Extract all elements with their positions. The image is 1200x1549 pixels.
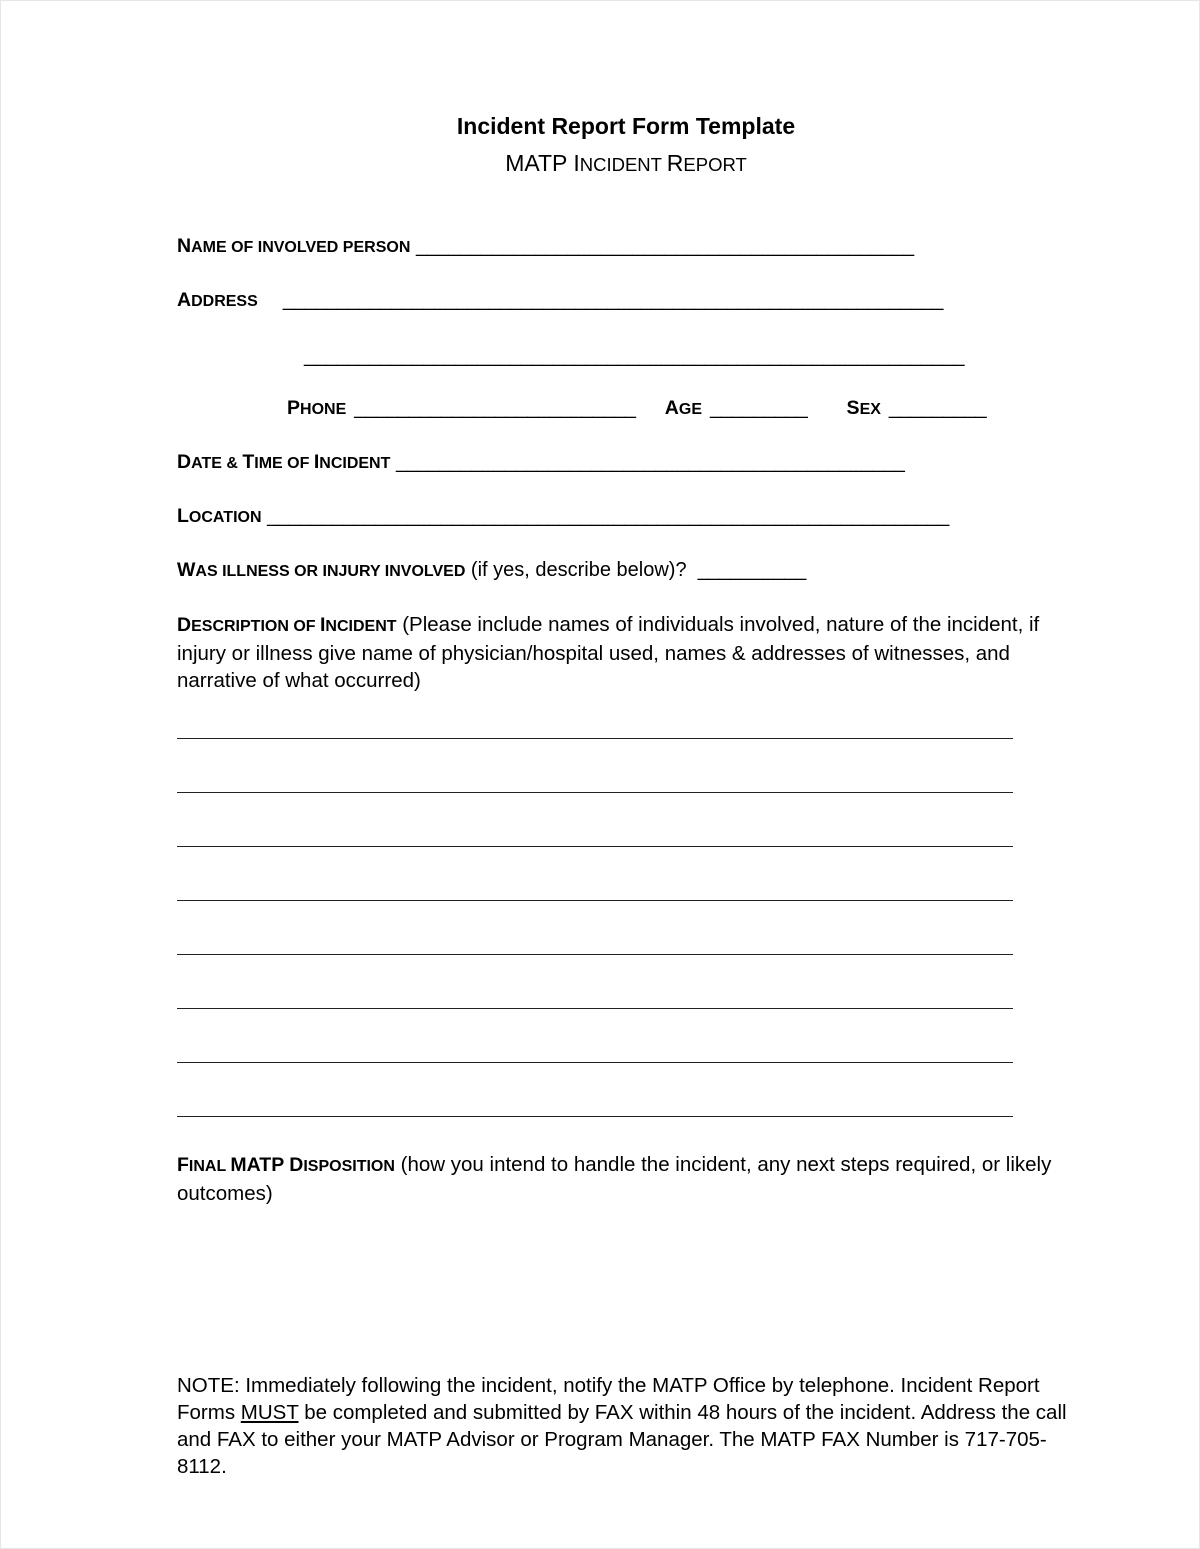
- age-field-blank[interactable]: _________: [710, 397, 808, 419]
- form-title: Incident Report Form Template: [456, 113, 796, 139]
- address-field-blank-2[interactable]: _____________________________________________________________: [304, 345, 965, 367]
- name-field-blank[interactable]: ______________________________________________: [415, 235, 914, 257]
- description-blank-line[interactable]: [177, 738, 1013, 739]
- name-field-row: [177, 233, 914, 261]
- datetime-field-row: [177, 449, 905, 477]
- illness-field-blank[interactable]: __________: [697, 559, 806, 581]
- address-field-row: [177, 287, 943, 315]
- description-instructions: (Please include names of individuals involved, nature of the incident, if injury or illness give name of physician/hospital used, names & addresses of witnesses, and narrative of what occurred): [177, 613, 1040, 692]
- disposition-instructions: (how you intend to handle the incident, any next steps required, or likely outcomes): [177, 1153, 1052, 1205]
- description-blank-line[interactable]: [177, 1116, 1013, 1117]
- location-field-row: [177, 503, 949, 531]
- disposition-section: [177, 1151, 1067, 1207]
- age-field-label: AGE: [664, 397, 702, 419]
- name-field-label: NAME OF INVOLVED PERSON: [177, 235, 411, 257]
- description-label: DESCRIPTION OF INCIDENT: [177, 614, 397, 636]
- description-section: [177, 611, 1067, 694]
- disposition-label: FINAL MATP DISPOSITION: [177, 1154, 395, 1176]
- description-blank-line[interactable]: [177, 1008, 1013, 1009]
- sex-field-blank[interactable]: _________: [888, 397, 987, 419]
- address-field-row-2: [304, 343, 964, 370]
- address-field-blank[interactable]: _____________________________________________________________: [282, 289, 944, 311]
- address-field-label: ADDRESS: [177, 289, 258, 311]
- sex-field-label: SEX: [846, 397, 881, 419]
- phone-field-label: PHONE: [287, 397, 347, 419]
- submission-note: NOTE: Immediately following the incident, notify the MATP Office by telephone. Incident Report Forms MUST be completed and submitted by FAX within 48 hours of the incident. Address the call and FAX to either your MATP Advisor or Program Manager. The MATP FAX Number is 717-705-8112.: [177, 1374, 1067, 1478]
- datetime-field-label: DATE & TIME OF INCIDENT: [177, 451, 391, 473]
- datetime-field-blank[interactable]: _______________________________________________: [395, 451, 905, 473]
- phone-age-sex-row: [287, 395, 986, 423]
- description-blank-line[interactable]: [177, 846, 1013, 847]
- form-subtitle: MATP INCIDENT REPORT: [505, 150, 747, 176]
- must-emphasis: MUST: [240, 1401, 299, 1424]
- phone-field-blank[interactable]: __________________________: [354, 397, 636, 419]
- illness-field-row: [177, 557, 806, 585]
- illness-field-hint: (if yes, describe below)?: [465, 559, 698, 581]
- description-blank-line[interactable]: [177, 900, 1013, 901]
- location-field-label: LOCATION: [177, 505, 262, 527]
- location-field-blank[interactable]: _______________________________________________________________: [267, 505, 949, 527]
- description-blank-line[interactable]: [177, 1062, 1013, 1063]
- description-blank-line[interactable]: [177, 792, 1013, 793]
- illness-field-label: WAS ILLNESS OR INJURY INVOLVED: [177, 559, 466, 581]
- description-blank-line[interactable]: [177, 954, 1013, 955]
